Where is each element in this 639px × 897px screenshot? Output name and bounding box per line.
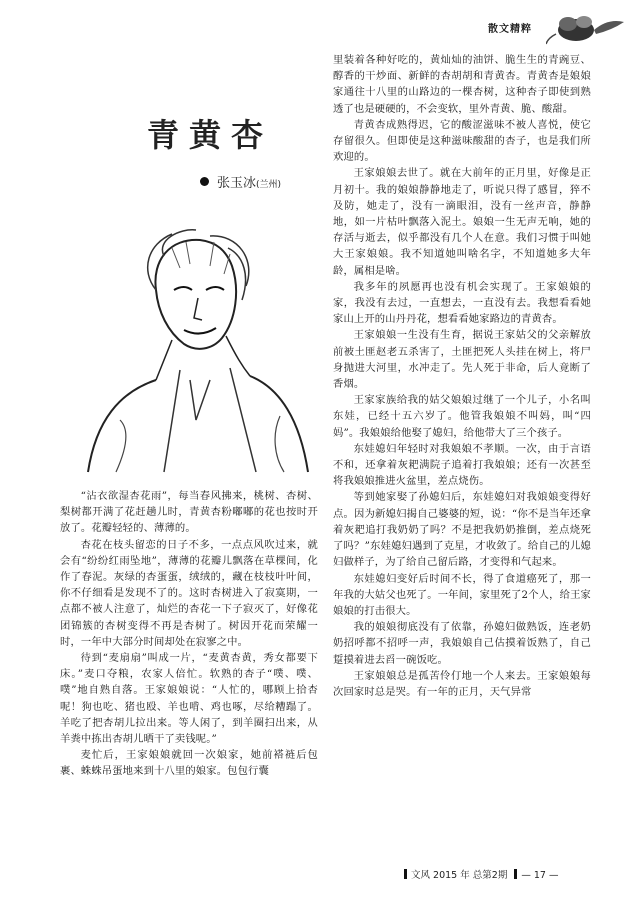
page-footer [400,867,600,881]
paragraph: 等到她家娶了孙媳妇后，东娃媳妇对我娘娘变得好点。因为新媳妇揭自己婆婆的短，说：“你不是当年还拿着灰耙追打我奶奶了吗？不是把我奶奶推倒，差点烧死了吗？”东娃媳妇遇到了克星，才收敛了。给自己的儿媳妇做样子，为了给自己留后路，才变得和气起来。 [333,491,591,569]
footer-mark [514,869,517,879]
article-column-left [60,488,318,780]
paragraph: 我的娘娘彻底没有了依靠，孙媳妇做熟饭，连老奶奶招呼都不招呼一声，我娘娘自己估摸着饭熟了，自己踅摸着进去舀一碗饭吃。 [333,621,591,666]
paragraph: 里装着各种好吃的，黄灿灿的油饼、脆生生的青豌豆、醇香的干炒面、新鲜的杏胡胡和青黄杏。青黄杏是娘娘家通往十八里的山路边的一棵杏树，这种杏子即使到熟透了也是硬硬的，不会变软，里外青黄、脆、酸甜。 [333,54,591,115]
flower-icon [546,8,626,48]
paragraph: “沾衣欲湿杏花雨”，每当春风拂来，桃树、杏树、梨树都开满了花赶趟儿时，青黄杏粉嘟嘟的花也按时开放了。花瓣轻轻的、薄薄的。 [60,490,318,535]
author-byline [200,172,281,191]
paragraph: 东娃媳妇变好后时间不长，得了食道癌死了，那一年我的大姑父也死了。一年间，家里死了2个人，给王家娘娘的打击很大。 [333,572,591,617]
paragraph: 青黄杏成熟得迟，它的酸涩滋味不被人喜悦，使它存留很久。但即使是这种滋味酸甜的杏子，也是我们所欢迎的。 [333,118,591,164]
paragraph: 东娃媳妇年轻时对我娘娘不孝顺。一次，由于言语不和，还拿着灰耙满院子追着打我娘娘；还有一次甚至将我娘娘推进火盆里，差点烧伤。 [333,442,591,488]
paragraph: 王家家族给我的姑父娘娘过继了一个儿子，小名叫东娃，已经十五六岁了。他管我娘娘不叫妈，叫“四妈”。我娘娘给他娶了媳妇，给他带大了三个孩子。 [333,394,591,439]
section-label: 散文精粹 [488,24,532,35]
footer-issue: 总第2期 [472,870,508,881]
paragraph: 待到“麦扇扇”叫成一片，“麦黄杏黄，秀女都要下床。”麦口夺粮，农家人倍忙。软熟的杏子“噗、噗、噗”地自熟自落。王家娘娘说：“人忙的，哪顾上拾杏呢！狗也吃、猪也殴、羊也啃、鸡也啄，尽给糟蹋了。羊吃了把杏胡儿拉出来。等人闲了，到羊圈扫出来，从羊粪中拣出杏胡儿晒干了卖钱呢。” [60,652,318,746]
paragraph: 王家娘娘总是孤苦伶仃地一个人来去。王家娘娘每次回家时总是哭。有一年的正月，天气异常 [333,669,591,698]
page-number: — 17 — [521,870,559,881]
author-portrait-sketch [60,220,322,482]
article-title: 青黄杏 [146,116,273,154]
paragraph: 麦忙后，王家娘娘就回一次娘家，她前褡裢后包裹、蛛蛛吊蛋地来到十八里的娘家。包包行囊 [60,749,318,778]
paragraph: 王家娘娘去世了。就在大前年的正月里，好像是正月初十。我的娘娘静静地走了，听说只得了感冒，猝不及防，她走了，没有一滴眼泪，没有一丝声音，静静地，如一片枯叶飘落入泥土。娘娘一生无声无响，她的存活与逝去，似乎都没有几个人在意。我们习惯于叫她大王家娘娘。我不知道她叫啥名字，不知道她多大年龄，属相是啥。 [333,167,591,277]
magazine-name: 文风 [411,870,431,881]
bullet-icon [200,177,209,186]
paragraph: 王家娘娘一生没有生育，据说王家姑父的父亲解放前被土匪赵老五杀害了，土匪把死人头挂在树上，将尸身抛进大河里，水冲走了。先人死于非命，后人竟断了香烟。 [333,329,591,391]
article-column-right [333,52,591,700]
footer-year: 2015 年 [433,870,470,881]
paragraph: 杏花在枝头留恋的日子不多，一点点风吹过来，就会有“纷纷红雨坠地”，薄薄的花瓣儿飘落在草棵间，化作了春泥。灰绿的杏蛋蛋，绒绒的，藏在枝枝叶叶间，你不仔细看是发现不了的。这时杏树进入了寂寞期，一点都不被人注意了，灿烂的杏花一下子寂灭了，好像花团锦簇的杏树变得不再是杏树了。树因开花而荣耀一时，一年中大部分时间却处在寂寥之中。 [60,538,318,648]
footer-mark [404,869,407,879]
paragraph: 我多年的夙愿再也没有机会实现了。王家娘娘的家，我没有去过，一直想去，一直没有去。我想看看她家山上开的山丹丹花，想看看她家路边的青黄杏。 [333,280,591,326]
section-header [460,8,632,48]
author-name: 张玉冰 [217,176,257,191]
author-place: (兰州) [256,180,282,190]
